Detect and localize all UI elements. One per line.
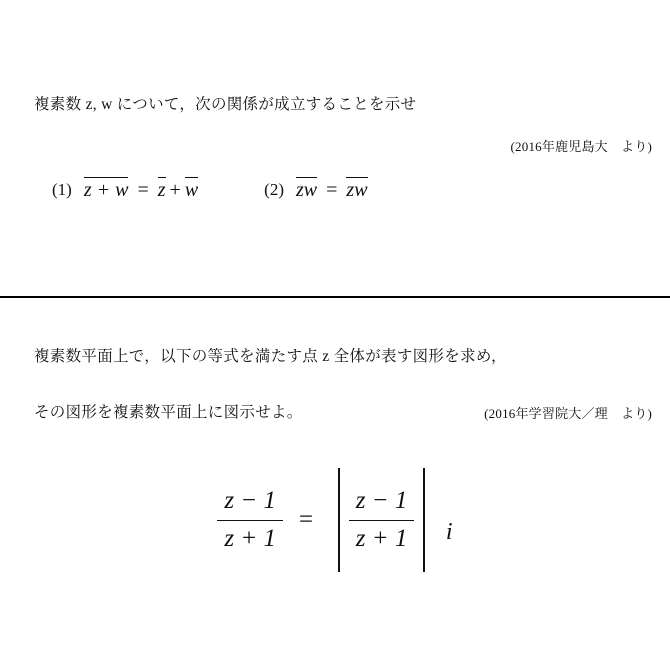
equation-1-body: [84, 177, 198, 202]
equation-2-body: [296, 177, 368, 202]
right-fraction: [349, 486, 415, 554]
problem-2-stem-row: [0, 400, 670, 424]
problem-1-equations-row: [52, 177, 670, 202]
equation-1-rhs-first-conjugate: z: [157, 179, 166, 201]
problem-2-display-equation: [0, 468, 670, 572]
left-fraction-numerator: z − 1: [224, 487, 277, 514]
absolute-value-bar-right: [423, 468, 425, 572]
absolute-value-bar-left: [338, 468, 340, 572]
equation-2-label: (2): [264, 179, 284, 199]
right-fraction-denominator: z + 1: [349, 520, 415, 555]
problem-1: [0, 92, 670, 202]
left-fraction-denominator: z + 1: [217, 520, 283, 555]
equation-2-equals: =: [326, 179, 338, 201]
problem-2-stem-line-1: 複素数平面上で，以下の等式を満たす点 z 全体が表す図形を求め，: [34, 348, 507, 365]
equation-2-rhs-second-conjugate: w: [354, 179, 368, 201]
equation-1-rhs-operator: +: [169, 179, 181, 201]
equation-1-rhs-second-conjugate: w: [184, 179, 199, 201]
equation-1-lhs-conjugate: z + w: [83, 179, 129, 201]
problem-1-stem: 複素数 z, w について，次の関係が成立することを示せ: [34, 96, 417, 113]
problem-2-source: (2016年学習院大／理 より): [484, 406, 652, 421]
equation-1-equals: =: [137, 179, 149, 201]
section-divider: [0, 296, 670, 298]
right-fraction-numerator: z − 1: [355, 487, 408, 514]
problem-1-source: (2016年鹿児島大 より): [510, 139, 652, 154]
problem-2-stem-line-2: その図形を複素数平面上に図示せよ。: [34, 404, 303, 421]
equation-1-label: (1): [52, 179, 72, 199]
equation-2-lhs-conjugate: zw: [295, 179, 318, 201]
display-equation-equals: =: [299, 506, 314, 533]
problem-2: [0, 344, 670, 572]
imaginary-unit: i: [445, 519, 453, 545]
left-fraction: [217, 486, 283, 554]
equation-2-rhs-first-conjugate: z: [346, 179, 355, 201]
